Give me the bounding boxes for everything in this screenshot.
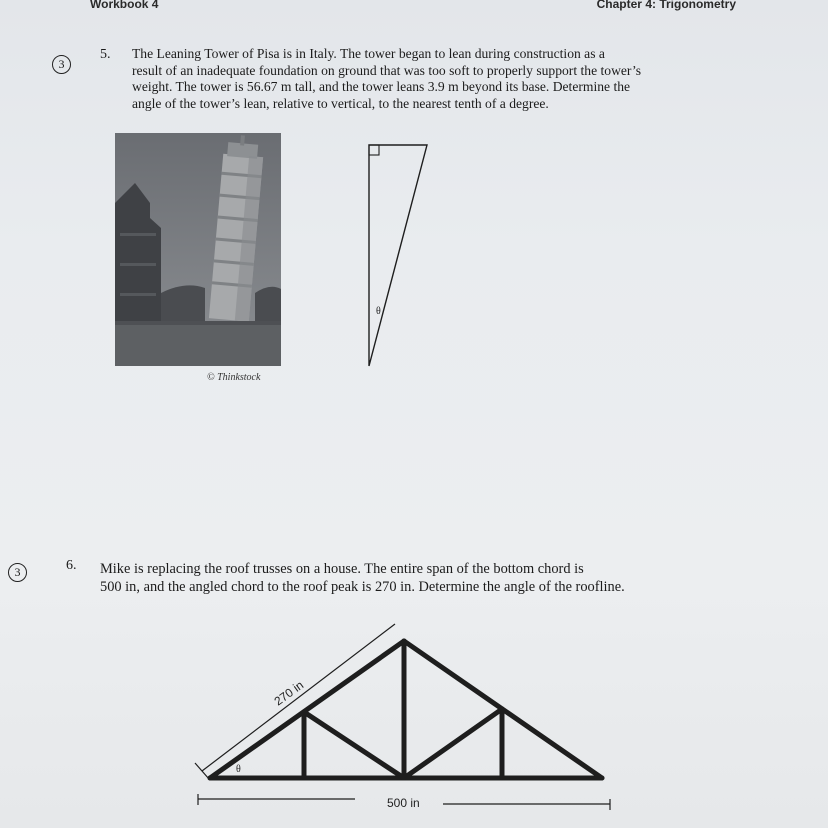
q6-number: 6. xyxy=(66,558,77,573)
slope-dimension-line xyxy=(202,624,395,771)
photo-caption: © Thinkstock xyxy=(207,372,261,383)
q6-text xyxy=(100,560,625,596)
q5-line-2: result of an inadequate foundation on ground that was too soft to properly support the tower’s xyxy=(132,62,642,78)
span-length-label: 500 in xyxy=(387,796,420,810)
q5-number: 5. xyxy=(100,47,111,62)
q5-line-3: weight. The tower is 56.67 m tall, and the tower leans 3.9 m beyond its base. Determine the xyxy=(132,79,631,94)
slope-length-label: 270 in xyxy=(271,677,307,709)
q6-marks-badge: 3 xyxy=(8,563,27,582)
q5-line-4: angle of the tower’s lean, relative to vertical, to the nearest tenth of a degree. xyxy=(132,95,549,111)
right-web-diagonal xyxy=(404,709,502,778)
tower-lean-triangle xyxy=(360,138,440,370)
q5-line-1: The Leaning Tower of Pisa is in Italy. The tower began to lean during construction as a xyxy=(132,46,605,61)
workbook-header: Workbook 4 xyxy=(90,0,159,11)
q5-marks-badge: 3 xyxy=(52,55,71,74)
q6-line-1: Mike is replacing the roof trusses on a house. The entire span of the bottom chord is xyxy=(100,561,584,577)
roof-truss-diagram xyxy=(190,618,620,823)
tower-angle-label: θ xyxy=(376,306,381,317)
roof-angle-label: θ xyxy=(236,764,241,775)
q5-text xyxy=(132,46,641,112)
chapter-header: Chapter 4: Trigonometry xyxy=(596,0,736,11)
left-web-diagonal xyxy=(304,712,404,778)
q6-line-2: 500 in, and the angled chord to the roof peak is 270 in. Determine the angle of the roofline. xyxy=(100,579,625,595)
leaning-tower-photo xyxy=(115,133,281,366)
